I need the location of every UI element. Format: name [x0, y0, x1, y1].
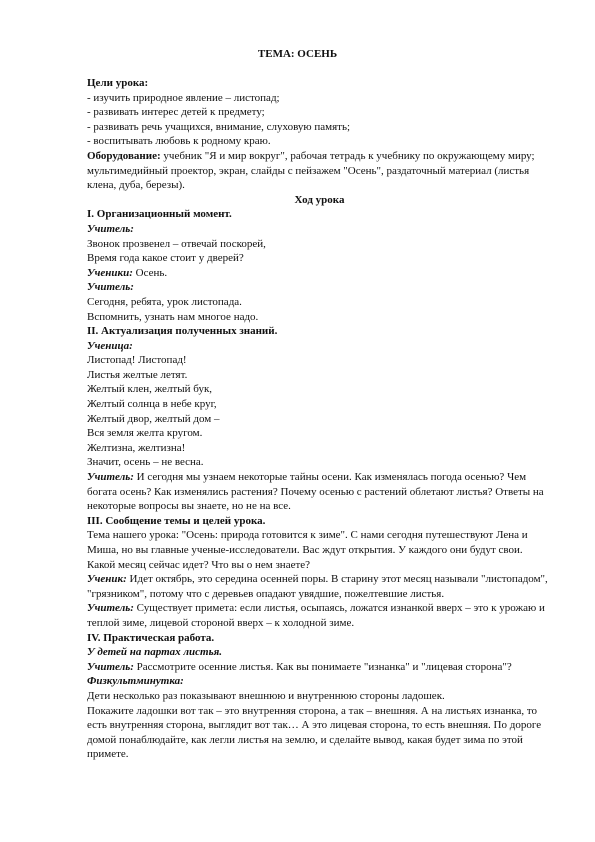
poem-line: Листья желтые летят.: [87, 368, 188, 381]
poem-line: Листопад! Листопад!: [87, 354, 187, 367]
paragraph: Какой месяц сейчас идет? Что вы о нем знаете?: [87, 558, 311, 571]
paragraph: Дети несколько раз показывают внешнюю и внутреннюю стороны ладошек.: [87, 689, 445, 702]
goal-item: - изучить природное явление – листопад;: [87, 91, 280, 104]
teacher-label: Учитель:: [87, 660, 134, 673]
student-label: Ученица:: [87, 339, 133, 352]
teacher-paragraph: [87, 601, 552, 630]
poem-line: Желтизна, желтизна!: [87, 441, 186, 454]
paragraph: Покажите ладошки вот так – это внутренняя сторона, а так – внешняя. А на листьях изнанка, то есть внутренняя сторона, выглядит вот так… А это лицевая сторона, то есть внешняя. По дороге домой понаблюдайте, как легли листья на землю, и сделайте вывод, какая будет зима по этой примете.: [87, 704, 542, 761]
goal-item: - развивать речь учащихся, внимание, слуховую память;: [87, 120, 351, 133]
equipment-paragraph: [87, 149, 552, 193]
teacher-text: И сегодня мы узнаем некоторые тайны осени. Как изменялась погода осенью? Чем богата осень? Как изменялись растения? Почему осенью с растений облетают листья? Ответы на некоторые вопросы вы знаете, но не на все.: [87, 471, 544, 513]
teacher-paragraph: [87, 660, 552, 675]
student-label: Ученик:: [87, 573, 127, 586]
pair-work-note: У детей на партах листья.: [87, 646, 223, 659]
poem-line: Вся земля желта кругом.: [87, 427, 203, 440]
teacher-label: Учитель:: [87, 222, 134, 235]
teacher-text: Рассмотрите осенние листья. Как вы понимаете "изнанка" и "лицевая сторона"?: [133, 660, 512, 673]
teacher-label: Учитель:: [87, 281, 134, 294]
section-1-heading: I. Организационный момент.: [87, 208, 232, 221]
physminute-label: Физкультминутка:: [87, 675, 184, 688]
poem-line: Желтый клен, желтый бук,: [87, 383, 213, 396]
students-reply: [87, 266, 552, 281]
student-text: Идет октябрь, это середина осенней поры. В старину этот месяц называли "листопадом", "грязником", потому что с деревьев опадают увядшие, пожелтевшие листья.: [87, 573, 548, 600]
poem-line: Время года какое стоит у дверей?: [87, 252, 244, 265]
teacher-paragraph: [87, 470, 552, 514]
goals-heading: Цели урока:: [87, 77, 149, 89]
page-title: ТЕМА: ОСЕНЬ: [257, 48, 338, 60]
document-body: [87, 76, 552, 762]
teacher-label: Учитель:: [87, 471, 134, 484]
poem-line: Вспомнить, узнать нам многое надо.: [87, 310, 259, 323]
students-label: Ученики:: [87, 266, 133, 279]
teacher-text: Существует примета: если листья, осыпаясь, ложатся изнанкой вверх – это к урожаю и теплой зиме, лицевой стороной вверх – к холодной зиме.: [87, 602, 545, 629]
poem-line: Звонок прозвенел – отвечай поскорей,: [87, 237, 266, 250]
student-paragraph: [87, 572, 552, 601]
students-text: Осень.: [132, 266, 168, 279]
lesson-heading: Ход урока: [294, 193, 345, 206]
section-4-heading: IV. Практическая работа.: [87, 631, 215, 644]
goal-item: - развивать интерес детей к предмету;: [87, 106, 265, 119]
equipment-text: учебник "Я и мир вокруг", рабочая тетрадь к учебнику по окружающему миру; мультимедийный проектор, экран, слайды с пейзажем "Осень", раздаточный материал (листья клена, дуба, березы).: [87, 149, 535, 192]
poem-line: Желтый солнца в небе круг,: [87, 398, 217, 411]
section-2-heading: II. Актуализация полученных знаний.: [87, 325, 278, 338]
equipment-label: Оборудование:: [87, 149, 161, 162]
poem-line: Желтый двор, желтый дом –: [87, 412, 220, 425]
paragraph: Тема нашего урока: "Осень: природа готовится к зиме". С нами сегодня путешествуют Лена и Миша, но вы главные ученые-исследователи. Вас ждут открытия. У каждого они будут свои.: [87, 529, 528, 556]
goal-item: - воспитывать любовь к родному краю.: [87, 135, 271, 148]
poem-line: Сегодня, ребята, урок листопада.: [87, 295, 242, 308]
poem-line: Значит, осень – не весна.: [87, 456, 204, 469]
teacher-label: Учитель:: [87, 602, 134, 615]
section-3-heading: III. Сообщение темы и целей урока.: [87, 514, 266, 527]
